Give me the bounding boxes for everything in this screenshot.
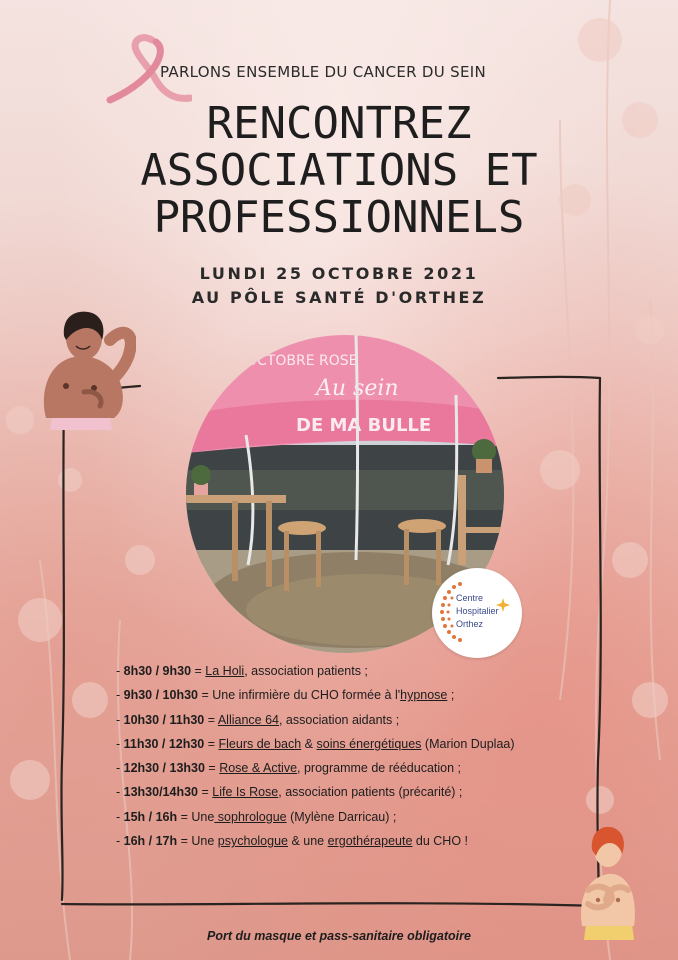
time-slot: 10h30 / 11h30 xyxy=(123,712,205,727)
time-slot: 12h30 / 13h30 xyxy=(123,761,205,776)
schedule-row xyxy=(116,708,586,732)
tagline: PARLONS ENSEMBLE DU CANCER DU SEIN xyxy=(160,63,486,81)
schedule-row xyxy=(116,683,586,707)
row-text: = Une xyxy=(177,809,215,824)
time-slot: 15h / 16h xyxy=(123,809,178,824)
time-slot: 8h30 / 9h30 xyxy=(123,664,192,678)
highlighted-term: psychologue xyxy=(217,834,288,849)
schedule-row xyxy=(116,659,586,683)
footer-notice: Port du masque et pass-sanitaire obligatoire xyxy=(207,929,471,943)
title-line: ASSOCIATIONS ET xyxy=(140,145,538,196)
row-text: ; xyxy=(447,688,455,703)
row-dash: - xyxy=(116,785,124,800)
row-text: = xyxy=(198,785,213,800)
highlighted-term: La Holi xyxy=(205,664,245,678)
row-text: & une xyxy=(288,834,328,849)
time-slot: 11h30 / 12h30 xyxy=(123,736,205,751)
hospital-logo xyxy=(432,568,522,658)
row-text: (Mylène Darricau) ; xyxy=(286,809,397,824)
time-slot: 16h / 17h xyxy=(123,834,178,849)
row-dash: - xyxy=(116,688,124,703)
title-line: PROFESSIONNELS xyxy=(153,192,525,243)
row-text: du CHO ! xyxy=(412,834,468,849)
row-text: = xyxy=(204,761,220,776)
row-dash: - xyxy=(116,834,124,849)
row-text: = xyxy=(204,712,218,727)
highlighted-term: ergothérapeute xyxy=(327,834,413,849)
highlighted-term: sophrologue xyxy=(214,809,287,824)
schedule-row xyxy=(116,805,586,829)
row-text: = Une infirmière du CHO formée à l' xyxy=(198,688,401,703)
row-text: (Marion Duplaa) xyxy=(421,736,515,751)
highlighted-term: Fleurs de bach xyxy=(218,736,302,751)
highlighted-term: hypnose xyxy=(400,688,448,703)
schedule-row xyxy=(116,829,586,853)
row-text: = xyxy=(191,664,206,678)
logo-line: Hospitalier xyxy=(456,606,499,616)
title-line: RENCONTREZ xyxy=(206,98,472,149)
highlighted-term: Rose & Active xyxy=(219,761,298,776)
highlighted-term: Alliance 64 xyxy=(217,712,279,727)
row-dash: - xyxy=(116,736,124,751)
row-dash: - xyxy=(116,664,124,678)
woman-illustration-right xyxy=(578,820,638,940)
time-slot: 9h30 / 10h30 xyxy=(123,688,198,703)
row-text: , programme de rééducation ; xyxy=(297,761,462,776)
row-text: , association patients (précarité) ; xyxy=(278,785,463,800)
row-dash: - xyxy=(116,761,124,776)
dome-text-top: OCTOBRE ROSE xyxy=(246,353,358,369)
schedule-row xyxy=(116,780,586,804)
dome-text-band: DE MA BULLE xyxy=(296,415,432,436)
dome-text-script: Au sein xyxy=(316,376,399,401)
row-dash: - xyxy=(116,712,124,727)
row-dash: - xyxy=(116,809,124,824)
highlighted-term: Life Is Rose xyxy=(212,785,279,800)
row-text: , association patients ; xyxy=(244,664,368,678)
time-slot: 13h30/14h30 xyxy=(123,785,198,800)
row-text: , association aidants ; xyxy=(278,712,400,727)
schedule-row xyxy=(116,732,586,756)
row-text: & xyxy=(301,736,317,751)
event-place: AU PÔLE SANTÉ D'ORTHEZ xyxy=(191,288,487,307)
schedule-list xyxy=(116,659,586,853)
row-text: = Une xyxy=(177,834,218,849)
logo-line: Centre xyxy=(456,593,484,603)
row-text: = xyxy=(204,736,219,751)
logo-line: Orthez xyxy=(456,619,484,629)
schedule-row xyxy=(116,756,586,780)
highlighted-term: soins énergétiques xyxy=(316,736,422,751)
logo-text xyxy=(456,592,499,631)
woman-illustration-left xyxy=(40,306,136,430)
event-date: LUNDI 25 OCTOBRE 2021 xyxy=(199,264,479,283)
